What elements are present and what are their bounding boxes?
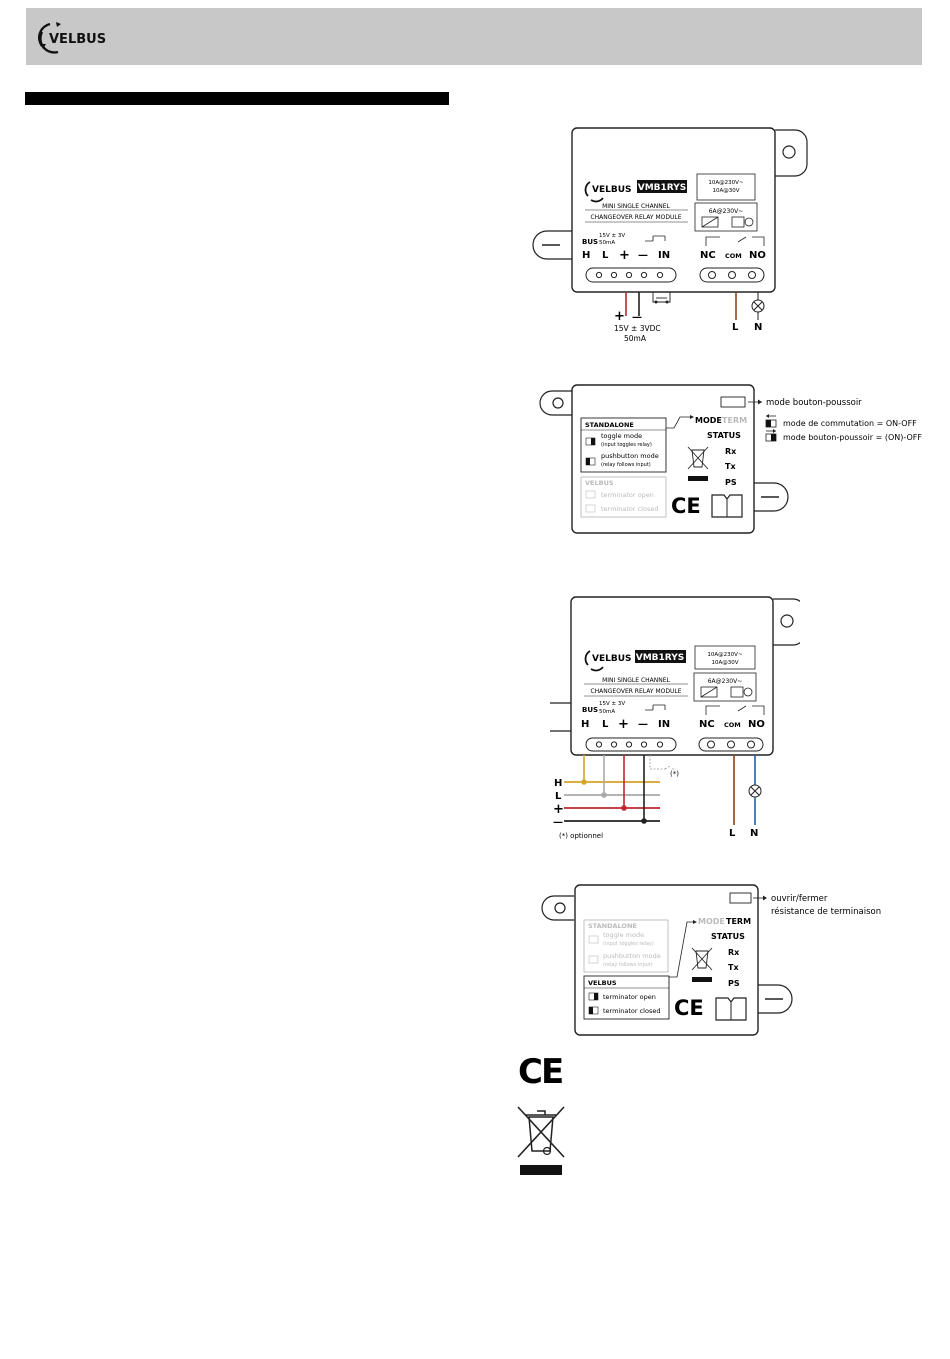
d3-rating-dc-line2: 10A@30V bbox=[711, 660, 739, 666]
d3-optional-note: (*) optionnel bbox=[559, 832, 604, 840]
d4-velbus: VELBUS bbox=[588, 979, 617, 987]
d4-ps: PS bbox=[728, 979, 740, 988]
d2-callout: mode bouton-poussoir bbox=[766, 398, 862, 408]
rating-ac: 6A@230V~ bbox=[708, 208, 744, 215]
d4-ce: CE bbox=[674, 996, 704, 1020]
d1-supply-line1: 15V ± 3VDC bbox=[614, 324, 661, 333]
pin-no: NO bbox=[749, 250, 766, 261]
d1-out-l: L bbox=[732, 322, 739, 333]
module-brand: VELBUS bbox=[592, 185, 632, 195]
d4-push-sub: (relay follows input) bbox=[603, 962, 653, 968]
d2-term: TERM bbox=[722, 416, 748, 425]
d2-standalone: STANDALONE bbox=[585, 421, 634, 429]
ce-mark-icon bbox=[517, 1052, 567, 1088]
d3-pin-plus: + bbox=[618, 717, 629, 732]
d1-supply-minus: — bbox=[632, 312, 642, 323]
d4-status: STATUS bbox=[711, 932, 745, 941]
desc-line2: CHANGEOVER RELAY MODULE bbox=[590, 214, 682, 221]
d4-term: TERM bbox=[726, 917, 752, 926]
d2-rx: Rx bbox=[725, 447, 737, 456]
d2-toggle-sub: (input toggles relay) bbox=[601, 442, 652, 448]
d2-term-open: terminator open bbox=[601, 491, 654, 499]
d3-pin-h: H bbox=[581, 719, 590, 730]
d3-supply-line2: 50mA bbox=[599, 709, 616, 715]
d4-term-open: terminator open bbox=[603, 993, 656, 1001]
d3-bus-plus: + bbox=[553, 802, 564, 817]
d4-term-closed: terminator closed bbox=[603, 1007, 661, 1015]
d3-desc-line1: MINI SINGLE CHANNEL bbox=[602, 677, 670, 684]
d3-rating-dc-line1: 10A@230V~ bbox=[707, 652, 743, 658]
rating-dc-line2: 10A@30V bbox=[712, 188, 740, 194]
d1-supply-plus: + bbox=[614, 309, 625, 324]
d2-ps: PS bbox=[725, 478, 737, 487]
d4-push: pushbutton mode bbox=[603, 952, 661, 960]
bus-label: BUS bbox=[582, 238, 599, 246]
velbus-logo bbox=[36, 18, 126, 58]
d4-rx: Rx bbox=[728, 948, 740, 957]
pin-nc: NC bbox=[700, 250, 716, 261]
weee-bin-icon bbox=[515, 1105, 567, 1177]
pin-plus: + bbox=[619, 248, 630, 263]
supply-line2: 50mA bbox=[599, 240, 616, 246]
d4-callout-line2: résistance de terminaison bbox=[771, 907, 882, 917]
diagram-3-wiring-velbus bbox=[550, 593, 800, 843]
d4-callout-line1: ouvrir/fermer bbox=[771, 894, 828, 904]
d3-bus-minus: — bbox=[553, 817, 563, 828]
d2-push-sub: (relay follows input) bbox=[601, 462, 651, 468]
d4-tx: Tx bbox=[728, 963, 739, 972]
ce-mark: CE bbox=[518, 1052, 563, 1088]
d1-out-n: N bbox=[754, 322, 763, 333]
module-model: VMB1RYS bbox=[637, 183, 687, 193]
page-header bbox=[26, 8, 922, 65]
section-title-bar bbox=[25, 92, 449, 105]
d3-out-l: L bbox=[729, 828, 736, 839]
d3-pin-com: COM bbox=[724, 721, 741, 729]
pin-in: IN bbox=[658, 250, 671, 261]
d2-toggle: toggle mode bbox=[601, 432, 643, 440]
d3-pin-nc: NC bbox=[699, 719, 715, 730]
header-brand: VELBUS bbox=[49, 32, 107, 47]
diagram-2-mode-switch bbox=[538, 383, 923, 539]
diagram-1-wiring-standalone bbox=[530, 124, 830, 349]
d3-module-brand: VELBUS bbox=[592, 654, 632, 664]
d4-mode: MODE bbox=[698, 917, 725, 926]
pin-l: L bbox=[602, 250, 609, 261]
pin-h: H bbox=[582, 250, 591, 261]
d2-term-closed: terminator closed bbox=[601, 505, 659, 513]
d3-rating-ac: 6A@230V~ bbox=[707, 678, 743, 685]
d2-mode: MODE bbox=[695, 416, 722, 425]
d4-toggle-sub: (input toggles relay) bbox=[603, 941, 654, 947]
d3-bus-label: BUS bbox=[582, 706, 599, 714]
d3-supply-line1: 15V ± 3V bbox=[599, 701, 626, 707]
diagram-4-terminator-switch bbox=[540, 882, 910, 1042]
pin-com: COM bbox=[725, 252, 742, 260]
d2-tx: Tx bbox=[725, 462, 736, 471]
supply-line1: 15V ± 3V bbox=[599, 233, 626, 239]
d4-toggle: toggle mode bbox=[603, 931, 645, 939]
d3-bus-l: L bbox=[555, 791, 562, 802]
d3-optional-mark: (*) bbox=[670, 770, 679, 778]
d3-pin-in: IN bbox=[658, 719, 671, 730]
d2-velbus: VELBUS bbox=[585, 479, 614, 487]
d2-status: STATUS bbox=[707, 431, 741, 440]
d3-pin-l: L bbox=[602, 719, 609, 730]
rating-dc-line1: 10A@230V~ bbox=[708, 180, 744, 186]
pin-minus: — bbox=[638, 250, 648, 261]
d2-legend1: mode de commutation = ON-OFF bbox=[783, 419, 917, 428]
d2-ce: CE bbox=[671, 494, 701, 518]
desc-line1: MINI SINGLE CHANNEL bbox=[602, 203, 670, 210]
d2-push: pushbutton mode bbox=[601, 452, 659, 460]
d3-desc-line2: CHANGEOVER RELAY MODULE bbox=[590, 688, 682, 695]
d3-out-n: N bbox=[750, 828, 759, 839]
d4-standalone: STANDALONE bbox=[588, 922, 637, 930]
d3-pin-no: NO bbox=[748, 719, 765, 730]
d3-module-model: VMB1RYS bbox=[635, 653, 685, 663]
d2-legend2: mode bouton-poussoir = (ON)-OFF bbox=[783, 433, 922, 442]
d1-supply-line2: 50mA bbox=[624, 334, 646, 343]
d3-pin-minus: — bbox=[638, 719, 648, 730]
d3-bus-h: H bbox=[554, 778, 563, 789]
